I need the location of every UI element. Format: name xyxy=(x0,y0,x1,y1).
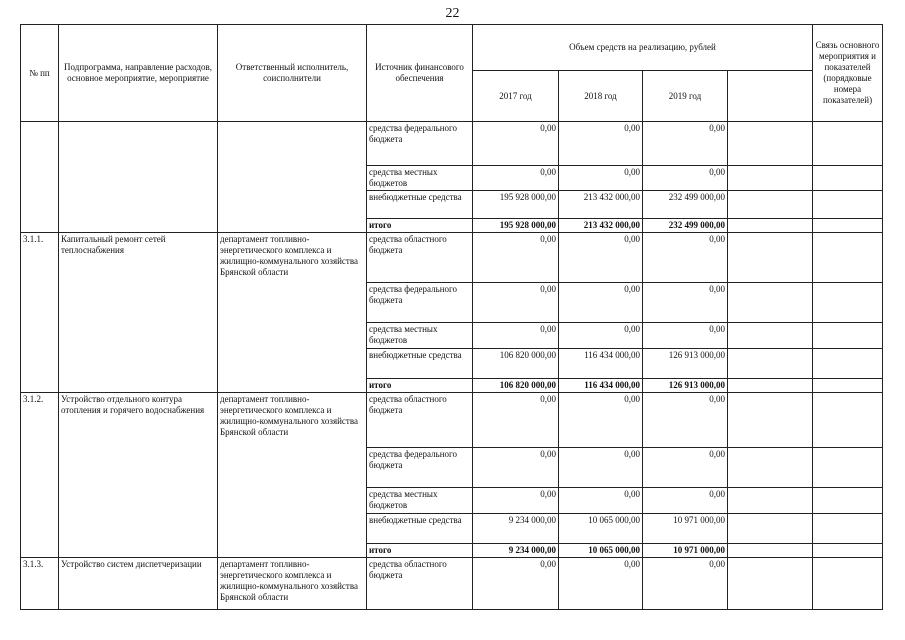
header-link: Связь основного мероприятия и показателей (порядковые номера показателей) xyxy=(813,25,883,122)
link-cell xyxy=(813,514,883,544)
total-cell: 116 434 000,00 xyxy=(559,379,643,393)
page-number: 22 xyxy=(445,6,460,21)
source-cell: итого xyxy=(367,379,473,393)
code-cell: 3.1.1. xyxy=(21,233,59,393)
executor-cell: департамент топливно-энергетического комплекса и жилищно-коммунального хозяйства Брянской области xyxy=(218,233,367,393)
source-cell: внебюджетные средства xyxy=(367,514,473,544)
amount-cell: 0,00 xyxy=(559,488,643,514)
empty-cell xyxy=(728,514,813,544)
amount-cell: 0,00 xyxy=(559,393,643,448)
source-cell: внебюджетные средства xyxy=(367,191,473,219)
source-cell: внебюджетные средства xyxy=(367,349,473,379)
amount-cell: 0,00 xyxy=(559,233,643,283)
empty-cell xyxy=(728,544,813,558)
amount-cell: 0,00 xyxy=(559,323,643,349)
source-cell: средства федерального бюджета xyxy=(367,448,473,488)
link-cell xyxy=(813,191,883,219)
table-row xyxy=(21,233,883,283)
amount-cell: 0,00 xyxy=(643,122,728,166)
amount-cell: 0,00 xyxy=(643,393,728,448)
empty-cell xyxy=(728,233,813,283)
source-cell: средства местных бюджетов xyxy=(367,166,473,191)
amount-cell: 195 928 000,00 xyxy=(473,191,559,219)
empty-cell xyxy=(728,283,813,323)
link-cell xyxy=(813,379,883,393)
executor-cell: департамент топливно-энергетического комплекса и жилищно-коммунального хозяйства Брянской области xyxy=(218,558,367,610)
amount-cell: 0,00 xyxy=(643,558,728,610)
amount-cell: 126 913 000,00 xyxy=(643,349,728,379)
program-cell: Устройство систем диспетчеризации xyxy=(59,558,218,610)
amount-cell: 0,00 xyxy=(559,283,643,323)
total-cell: 10 065 000,00 xyxy=(559,544,643,558)
amount-cell: 0,00 xyxy=(559,122,643,166)
header-2018: 2018 год xyxy=(559,71,643,122)
total-cell: 9 234 000,00 xyxy=(473,544,559,558)
amount-cell: 10 971 000,00 xyxy=(643,514,728,544)
link-cell xyxy=(813,349,883,379)
amount-cell: 0,00 xyxy=(643,166,728,191)
total-cell: 195 928 000,00 xyxy=(473,219,559,233)
total-cell: 10 971 000,00 xyxy=(643,544,728,558)
amount-cell: 10 065 000,00 xyxy=(559,514,643,544)
header-row xyxy=(21,25,883,71)
source-cell: средства областного бюджета xyxy=(367,393,473,448)
amount-cell: 232 499 000,00 xyxy=(643,191,728,219)
amount-cell: 0,00 xyxy=(473,558,559,610)
empty-cell xyxy=(728,379,813,393)
total-cell: 126 913 000,00 xyxy=(643,379,728,393)
empty-cell xyxy=(728,323,813,349)
total-cell: 106 820 000,00 xyxy=(473,379,559,393)
link-cell xyxy=(813,558,883,610)
header-volume: Объем средств на реализацию, рублей xyxy=(473,25,813,71)
table-row xyxy=(21,393,883,448)
empty-cell xyxy=(728,191,813,219)
code-cell: 3.1.3. xyxy=(21,558,59,610)
amount-cell: 0,00 xyxy=(473,283,559,323)
amount-cell: 0,00 xyxy=(473,122,559,166)
empty-cell xyxy=(728,219,813,233)
amount-cell: 0,00 xyxy=(559,448,643,488)
empty-cell xyxy=(728,349,813,379)
link-cell xyxy=(813,488,883,514)
link-cell xyxy=(813,122,883,166)
amount-cell: 0,00 xyxy=(473,233,559,283)
empty-cell xyxy=(728,488,813,514)
executor-cell xyxy=(218,122,367,233)
code-cell xyxy=(21,122,59,233)
source-cell: средства федерального бюджета xyxy=(367,122,473,166)
header-2019: 2019 год xyxy=(643,71,728,122)
link-cell xyxy=(813,166,883,191)
amount-cell: 0,00 xyxy=(473,393,559,448)
amount-cell: 0,00 xyxy=(643,233,728,283)
empty-cell xyxy=(728,122,813,166)
amount-cell: 0,00 xyxy=(473,448,559,488)
amount-cell: 0,00 xyxy=(473,323,559,349)
source-cell: средства федерального бюджета xyxy=(367,283,473,323)
amount-cell: 0,00 xyxy=(643,283,728,323)
amount-cell: 0,00 xyxy=(473,166,559,191)
amount-cell: 0,00 xyxy=(473,488,559,514)
header-source: Источник финансового обеспечения xyxy=(367,25,473,122)
total-cell: 213 432 000,00 xyxy=(559,219,643,233)
total-cell: 232 499 000,00 xyxy=(643,219,728,233)
table-body xyxy=(21,122,883,610)
source-cell: итого xyxy=(367,544,473,558)
table-row xyxy=(21,122,883,166)
amount-cell: 106 820 000,00 xyxy=(473,349,559,379)
executor-cell: департамент топливно-энергетического комплекса и жилищно-коммунального хозяйства Брянской области xyxy=(218,393,367,558)
budget-table xyxy=(20,24,883,610)
table-row xyxy=(21,558,883,610)
source-cell: средства областного бюджета xyxy=(367,558,473,610)
empty-cell xyxy=(728,166,813,191)
empty-cell xyxy=(728,558,813,610)
program-cell: Капитальный ремонт сетей теплоснабжения xyxy=(59,233,218,393)
link-cell xyxy=(813,448,883,488)
header-program: Подпрограмма, направление расходов, основное мероприятие, мероприятие xyxy=(59,25,218,122)
header-empty xyxy=(728,71,813,122)
program-cell: Устройство отдельного контура отопления и горячего водоснабжения xyxy=(59,393,218,558)
amount-cell: 0,00 xyxy=(643,448,728,488)
source-cell: средства местных бюджетов xyxy=(367,488,473,514)
link-cell xyxy=(813,219,883,233)
link-cell xyxy=(813,323,883,349)
link-cell xyxy=(813,544,883,558)
source-cell: итого xyxy=(367,219,473,233)
amount-cell: 213 432 000,00 xyxy=(559,191,643,219)
amount-cell: 0,00 xyxy=(643,488,728,514)
program-cell xyxy=(59,122,218,233)
amount-cell: 0,00 xyxy=(643,323,728,349)
header-num: № пп xyxy=(21,25,59,122)
link-cell xyxy=(813,283,883,323)
amount-cell: 0,00 xyxy=(559,558,643,610)
link-cell xyxy=(813,393,883,448)
source-cell: средства областного бюджета xyxy=(367,233,473,283)
header-2017: 2017 год xyxy=(473,71,559,122)
empty-cell xyxy=(728,448,813,488)
amount-cell: 9 234 000,00 xyxy=(473,514,559,544)
header-executor: Ответственный исполнитель, соисполнители xyxy=(218,25,367,122)
amount-cell: 0,00 xyxy=(559,166,643,191)
amount-cell: 116 434 000,00 xyxy=(559,349,643,379)
link-cell xyxy=(813,233,883,283)
empty-cell xyxy=(728,393,813,448)
code-cell: 3.1.2. xyxy=(21,393,59,558)
source-cell: средства местных бюджетов xyxy=(367,323,473,349)
